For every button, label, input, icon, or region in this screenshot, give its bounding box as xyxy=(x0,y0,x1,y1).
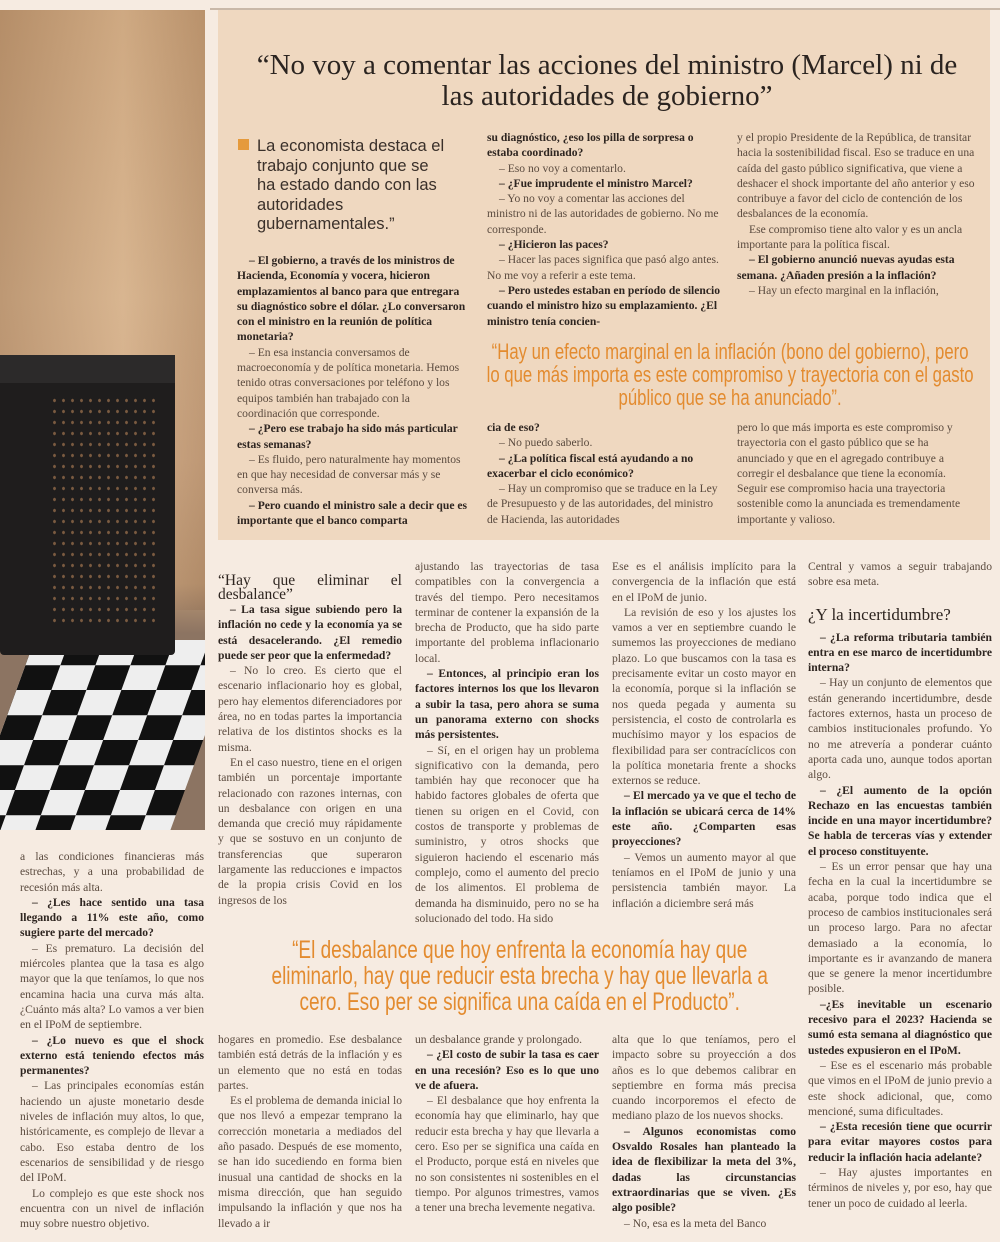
column-lower-2 xyxy=(415,559,599,926)
column-top-3-continued xyxy=(737,420,977,527)
interview-answer: alta que lo que teníamos, pero el impacto sobre su proyección a dos años es lo que debemos calibrar en septiembre en forma más precisa cuando incorporemos el efecto de mediano plazo de los nuevos shocks. xyxy=(612,1033,796,1123)
interview-question: – ¿Hicieron las paces? xyxy=(499,238,609,252)
interview-answer: ajustando las trayectorias de tasa compatibles con la convergencia a través del tiempo. Pero necesitamos terminar de contener la expansión de la brecha de Producto, que ha sido parte importante del problema inflacionario local. xyxy=(415,560,599,665)
column-lower-0 xyxy=(20,849,204,1231)
column-top-2 xyxy=(487,130,722,329)
interview-question: – ¿La reforma tributaria también entra en ese marco de incertidumbre interna? xyxy=(808,630,992,675)
interview-answer: – Yo no voy a comentar las acciones del ministro ni de las autoridades de gobierno. No me corresponde. xyxy=(487,192,719,236)
interview-answer: – Sí, en el origen hay un problema significativo con la demanda, pero también hay que reconocer que ha habido factores globales de oferta que tienen su origen en el Covid, con costos de transporte y problemas de suministro, y otros shocks que siguieron haciendo el escenario más complejo, como el aumento del precio de los alimentos. El problema de demanda ha disminuido, pero no se ha solucionado del todo. Ha sido xyxy=(415,743,599,925)
interview-question: – ¿El aumento de la opción Rechazo en las encuestas también incide en una mayor incertidumbre? Se habla de terceras vías y extender el proceso constituyente. xyxy=(808,783,992,858)
column-top-2-continued xyxy=(487,420,722,527)
photo-cabinet xyxy=(0,355,175,655)
interview-answer: y el propio Presidente de la República, de transitar hacia la sostenibilidad fiscal. Eso se traduce en una caída del gasto público significativa, que viene a deshacer el shock importante del año anterior y eso contribuye a favor del ciclo de contención de los desbalances de la economía. xyxy=(737,131,975,221)
interview-question: – ¿El costo de subir la tasa es caer en una recesión? Eso es lo que uno ve de afuera. xyxy=(415,1048,599,1092)
interview-question: –¿Es inevitable un escenario recesivo para el 2023? Hacienda se sumó esta semana al diagnóstico que ustedes expusieron en el IPoM. xyxy=(808,997,992,1057)
interview-question: – ¿Lo nuevo es que el shock externo está teniendo efectos más permanentes? xyxy=(20,1033,204,1078)
column-lower-2-continued xyxy=(415,1032,599,1216)
interview-answer: – El desbalance que hoy enfrenta la economía hay que eliminarlo, hay que reducir esta brecha y hay que llevarla a cero. Eso per se significa una caída en el Producto, porque está en niveles que no son consistentes ni sostenibles en el tiempo. Por algunos trimestres, vamos a tener una brecha levemente negativa. xyxy=(415,1094,599,1215)
interview-question: – ¿Les hace sentido una tasa llegando a 11% este año, como sugiere parte del mercado? xyxy=(20,895,204,940)
interview-answer: – En esa instancia conversamos de macroeconomía y de política monetaria. Hemos tenido otras conversaciones por teléfono y los equipos también han trabajado con la coordinación que corresponde. xyxy=(237,345,460,420)
column-lower-3-continued xyxy=(612,1032,796,1231)
headline: “No voy a comentar las acciones del ministro (Marcel) ni de las autoridades de gobierno” xyxy=(256,49,958,112)
article-photo xyxy=(0,10,205,830)
interview-question: – La tasa sigue subiendo pero la inflación no cede y la economía ya se está desacelerando. ¿El remedio puede ser peor que la enfermedad? xyxy=(218,603,402,662)
interview-answer: La revisión de eso y los ajustes los vamos a ver en septiembre cuando le sumemos las proyecciones de mediano plazo. Lo que buscamos con la tasa es precisamente evitar un costo mayor en la economía, porque si la inflación se nos queda pegada y aumenta su persistencia, el costo de controlarla es muchísimo mayor y los espacios de flexibilidad para ser contracíclicos con la política monetaria frente a shocks externos se reduce. xyxy=(612,605,796,788)
interview-answer: – No lo creo. Es cierto que el escenario inflacionario hoy es global, pero hay elementos diferenciadores por área, no en todas partes la importancia relativa de los distintos shocks es la misma. xyxy=(218,664,402,754)
interview-question: cia de eso? xyxy=(487,421,540,434)
interview-question: – ¿Fue imprudente el ministro Marcel? xyxy=(499,176,693,190)
interview-answer: – No, esa es la meta del Banco xyxy=(624,1216,767,1230)
interview-answer: – Ese es el escenario más probable que vimos en el IPoM de junio previo a este shock adicional, que, como mencioné, suma dificultades. xyxy=(808,1058,992,1118)
interview-answer: a las condiciones financieras más estrechas, y a una probabilidad de recesión más alta. xyxy=(20,850,204,894)
interview-answer: – Es un error pensar que hay una fecha en la cual la incertidumbre se acaba, porque todo indica que el proceso de cambios institucionales será un proceso largo. Para no afectar demasiado a la economía, lo importante es ir avanzando de manera que se genere la menor incertidumbre posible. xyxy=(808,860,992,996)
interview-answer: un desbalance grande y prolongado. xyxy=(415,1033,583,1046)
column-lower-4 xyxy=(808,559,992,1211)
photo-checkered-floor xyxy=(0,640,205,830)
interview-answer: – Vemos un aumento mayor al que teníamos en el IPoM de junio y una persistencia también mayor. La inflación a diciembre será más xyxy=(612,850,796,910)
interview-answer: – Eso no voy a comentarlo. xyxy=(499,161,626,175)
column-lower-1 xyxy=(218,574,402,908)
interview-answer: – Hay un efecto marginal en la inflación, xyxy=(749,283,939,297)
interview-answer: En el caso nuestro, tiene en el origen también un porcentaje importante relacionado con razones internas, con un desbalance con origen en una demanda que creció muy rápidamente y que se sostuvo en un conjunto de transferencias que superaron largamente las reducciones e impactos de la propia crisis Covid en los ingresos de los xyxy=(218,755,402,907)
interview-answer: pero lo que más importa es este compromiso y trayectoria con el gasto público que se ha anunciado y que en el agregado contribuye a corregir el desbalance que tiene la economía. Seguir ese compromiso hacia una trayectoria sostenible como la anunciada es tremendamente importante y valioso. xyxy=(737,421,961,526)
interview-answer: – Hacer las paces significa que pasó algo antes. No me voy a referir a este tema. xyxy=(487,253,719,282)
interview-answer: hogares en promedio. Ese desbalance también está detrás de la inflación y es un elemento que no está en todas partes. xyxy=(218,1033,402,1092)
column-top-3 xyxy=(737,130,977,298)
interview-answer: – Hay un conjunto de elementos que están generando incertidumbre, desde factores externos, hasta un proceso de cambios institucionales profundo. Yo no me atrevería a ponderar cuánto aporta cada uno, aunque todos aportan algo. xyxy=(808,676,992,782)
section-subheading: ¿Y la incertidumbre? xyxy=(808,604,951,624)
interview-question: – El gobierno anunció nuevas ayudas esta semana. ¿Añaden presión a la inflación? xyxy=(737,253,955,282)
pull-quote-1: “Hay un efecto marginal en la inflación (bono del gobierno), pero lo que más importa es este compromiso y trayectoria con el gasto público que se ha anunciado”. xyxy=(486,339,974,410)
interview-answer: Central y vamos a seguir trabajando sobre esa meta. xyxy=(808,560,992,589)
column-top-1 xyxy=(237,253,471,528)
interview-answer: – Las principales economías están haciendo un ajuste monetario desde niveles de inflación muy altos, lo que, históricamente, es complejo de llevar a cabo. Eso estaba dentro de los escenarios de sensibilidad y de riesgo del IPoM. xyxy=(20,1079,204,1185)
column-lower-1-continued xyxy=(218,1032,402,1231)
interview-question: – ¿Esta recesión tiene que ocurrir para evitar mayores costos para reducir la inflación hacia adelante? xyxy=(808,1120,992,1164)
interview-question: – Algunos economistas como Osvaldo Rosales han planteado la idea de flexibilizar la meta del 3%, dadas las circunstancias extraordinarias que se viven. ¿Es algo posible? xyxy=(612,1124,796,1215)
interview-question: – Pero ustedes estaban en período de silencio cuando el ministro hizo su emplazamiento. ¿El ministro tenía concien- xyxy=(487,283,721,328)
interview-question: – Pero cuando el ministro sale a decir que es importante que el banco comparta xyxy=(237,498,468,528)
interview-answer: – No puedo saberlo. xyxy=(499,436,593,450)
interview-question: – Entonces, al principio eran los factores internos los que los llevaron a subir la tasa, pero ahora se suma un panorama externo con shocks más persistentes. xyxy=(415,667,599,742)
bullet-square-icon xyxy=(238,139,249,150)
interview-question: – ¿Pero ese trabajo ha sido más particular estas semanas? xyxy=(237,422,458,451)
interview-answer: – Hay un compromiso que se traduce en la Ley de Presupuesto y de las autoridades, del ministro de Hacienda, las autoridades xyxy=(487,482,718,526)
interview-answer: – Es fluido, pero naturalmente hay momentos en que hay necesidad de conversar más y se conversa más. xyxy=(237,452,461,497)
lede-text: La economista destaca el trabajo conjunto que se ha estado dando con las autoridades gubernamentales.” xyxy=(257,137,445,233)
interview-question: – El mercado ya ve que el techo de la inflación se ubicará cerca de 14% este año. ¿Comparten esas proyecciones? xyxy=(612,789,796,849)
section-subheading: “Hay que eliminar el desbalance” xyxy=(218,572,402,603)
column-lower-3 xyxy=(612,559,796,911)
interview-answer: Es el problema de demanda inicial lo que nos llevó a empezar temprano la corrección monetaria a mediados del año pasado. Después de ese momento, se han ido sucediendo en forma bien inusual una cantidad de shocks en la misma dirección, que han seguido impulsando la inflación y que nos ha llevado a ir xyxy=(218,1094,402,1230)
interview-question: – El gobierno, a través de los ministros de Hacienda, Economía y vocera, hicieron emplazamientos al banco para que entregara su diagnóstico sobre el dólar. ¿Lo conversaron con el ministro en la reunión de política monetaria? xyxy=(237,254,466,344)
interview-answer: – Es prematuro. La decisión del miércoles plantea que la tasa es algo mayor que la que teníamos, lo que nos encamina hacia una curva más alta. ¿Cuánto más alta? Lo vamos a ver bien en el IPoM de septiembre. xyxy=(20,941,204,1032)
interview-answer: Ese compromiso tiene alto valor y es un ancla importante para la política fiscal. xyxy=(737,222,963,252)
interview-question: su diagnóstico, ¿eso los pilla de sorpresa o estaba coordinado? xyxy=(487,131,694,160)
pull-quote-2: “El desbalance que hoy enfrenta la economía hay que eliminarlo, hay que reducir esta brecha y hay que llevarla a cero. Eso per se significa una caída en el Producto”. xyxy=(271,936,768,1016)
interview-answer: Lo complejo es que este shock nos encuentra con un nivel de inflación muy sobre nuestro objetivo. xyxy=(20,1186,204,1231)
interview-answer: – Hay ajustes importantes en términos de niveles y, por eso, hay que tener un poco de cuidado al leerla. xyxy=(808,1165,992,1210)
interview-answer: Ese es el análisis implícito para la convergencia de la inflación que está en el IPoM de junio. xyxy=(612,560,796,604)
lede xyxy=(238,137,468,235)
interview-question: – ¿La política fiscal está ayudando a no exacerbar el ciclo económico? xyxy=(487,451,694,480)
